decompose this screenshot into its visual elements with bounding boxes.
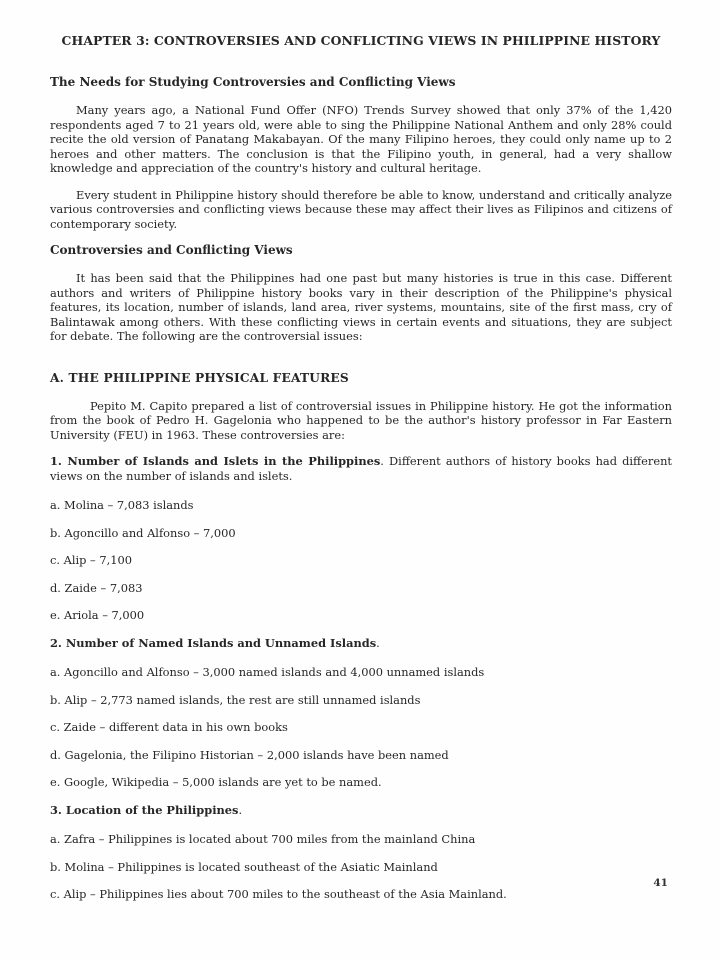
- topic-heading-named-unnamed: [50, 636, 672, 651]
- topic-desc: .: [376, 635, 380, 650]
- list-item-ariola-islands: e. Ariola – 7,000: [50, 608, 145, 622]
- topic-desc: . Different authors of history books had different views on the number of islands and islets.: [50, 454, 672, 483]
- section-heading-needs: The Needs for Studying Controversies and Conflicting Views: [50, 75, 456, 89]
- section-heading-physical-features: A. THE PHILIPPINE PHYSICAL FEATURES: [50, 370, 349, 385]
- list-item-alip-islands: c. Alip – 7,100: [50, 553, 132, 567]
- section-spacer: [50, 364, 672, 371]
- topic-title: 2. Number of Named Islands and Unnamed Islands: [50, 635, 377, 650]
- list-item-agoncillo-alfonso-islands: b. Agoncillo and Alfonso – 7,000: [50, 525, 236, 540]
- paragraph-one-past-many-histories: It has been said that the Philippines had one past but many histories is true in this case. Different authors and writers of Philippine history books vary in their description of the Philippine's physical features, its location, number of islands, land area, river systems, mountains, site of the first mass, cry of Balintawak among others. With these conflicting views in certain events and situations, they are subject for debate. The following are the controversial issues:: [50, 271, 672, 343]
- list-item-zaide-islands: d. Zaide – 7,083: [50, 580, 143, 595]
- paragraph-nfo-survey: Many years ago, a National Fund Offer (NFO) Trends Survey showed that only 37% of the 1,420 respondents aged 7 to 21 years old, were able to sing the Philippine National Anthem and only 28% could recite the old version of Panatang Makabayan. Of the many Filipino heroes, they could only name up to 2 heroes and other matters. The conclusion is that the Filipino youth, in general, had a very shallow knowledge and appreciation of the country's history and cultural heritage.: [50, 103, 672, 175]
- topic-title: 1. Number of Islands and Islets in the Philippines: [50, 454, 381, 468]
- list-item-zafra-location: a. Zafra – Philippines is located about 700 miles from the mainland China: [50, 832, 476, 846]
- list-item-molina-location: b. Molina – Philippines is located southeast of the Asiatic Mainland: [50, 859, 438, 874]
- chapter-title: CHAPTER 3: CONTROVERSIES AND CONFLICTING VIEWS IN PHILIPPINE HISTORY: [61, 33, 661, 48]
- paragraph-every-student: Every student in Philippine history should therefore be able to know, understand and critically analyze various controversies and conflicting views because these may affect their lives as Filipinos and citizens of contemporary society.: [50, 187, 672, 231]
- list-item-zaide-named: c. Zaide – different data in his own books: [50, 720, 288, 734]
- list-item-alip-location: c. Alip – Philippines lies about 700 miles to the southeast of the Asia Mainland.: [50, 887, 507, 901]
- list-item-gagelonia-named: d. Gagelonia, the Filipino Historian – 2,000 islands have been named: [50, 747, 449, 762]
- paragraph-capito-intro: Pepito M. Capito prepared a list of controversial issues in Philippine history. He got the information from the book of Pedro H. Gagelonia who happened to be the author's history professor in Far Eastern University (FEU) in 1963. These controversies are:: [50, 398, 672, 442]
- topic-heading-location: [50, 803, 672, 818]
- list-item-molina-islands: a. Molina – 7,083 islands: [50, 498, 194, 512]
- topic-desc: .: [238, 802, 243, 817]
- list-item-alip-named: b. Alip – 2,773 named islands, the rest are still unnamed islands: [50, 692, 421, 707]
- topic-heading-islands-islets: [50, 454, 672, 483]
- topic-title: 3. Location of the Philippines: [50, 802, 239, 817]
- section-heading-controversies: Controversies and Conflicting Views: [50, 243, 293, 257]
- page-number: 41: [653, 877, 668, 889]
- list-item-agoncillo-alfonso-named: a. Agoncillo and Alfonso – 3,000 named islands and 4,000 unnamed islands: [50, 665, 485, 679]
- list-item-google-wikipedia-named: e. Google, Wikipedia – 5,000 islands are yet to be named.: [50, 775, 382, 789]
